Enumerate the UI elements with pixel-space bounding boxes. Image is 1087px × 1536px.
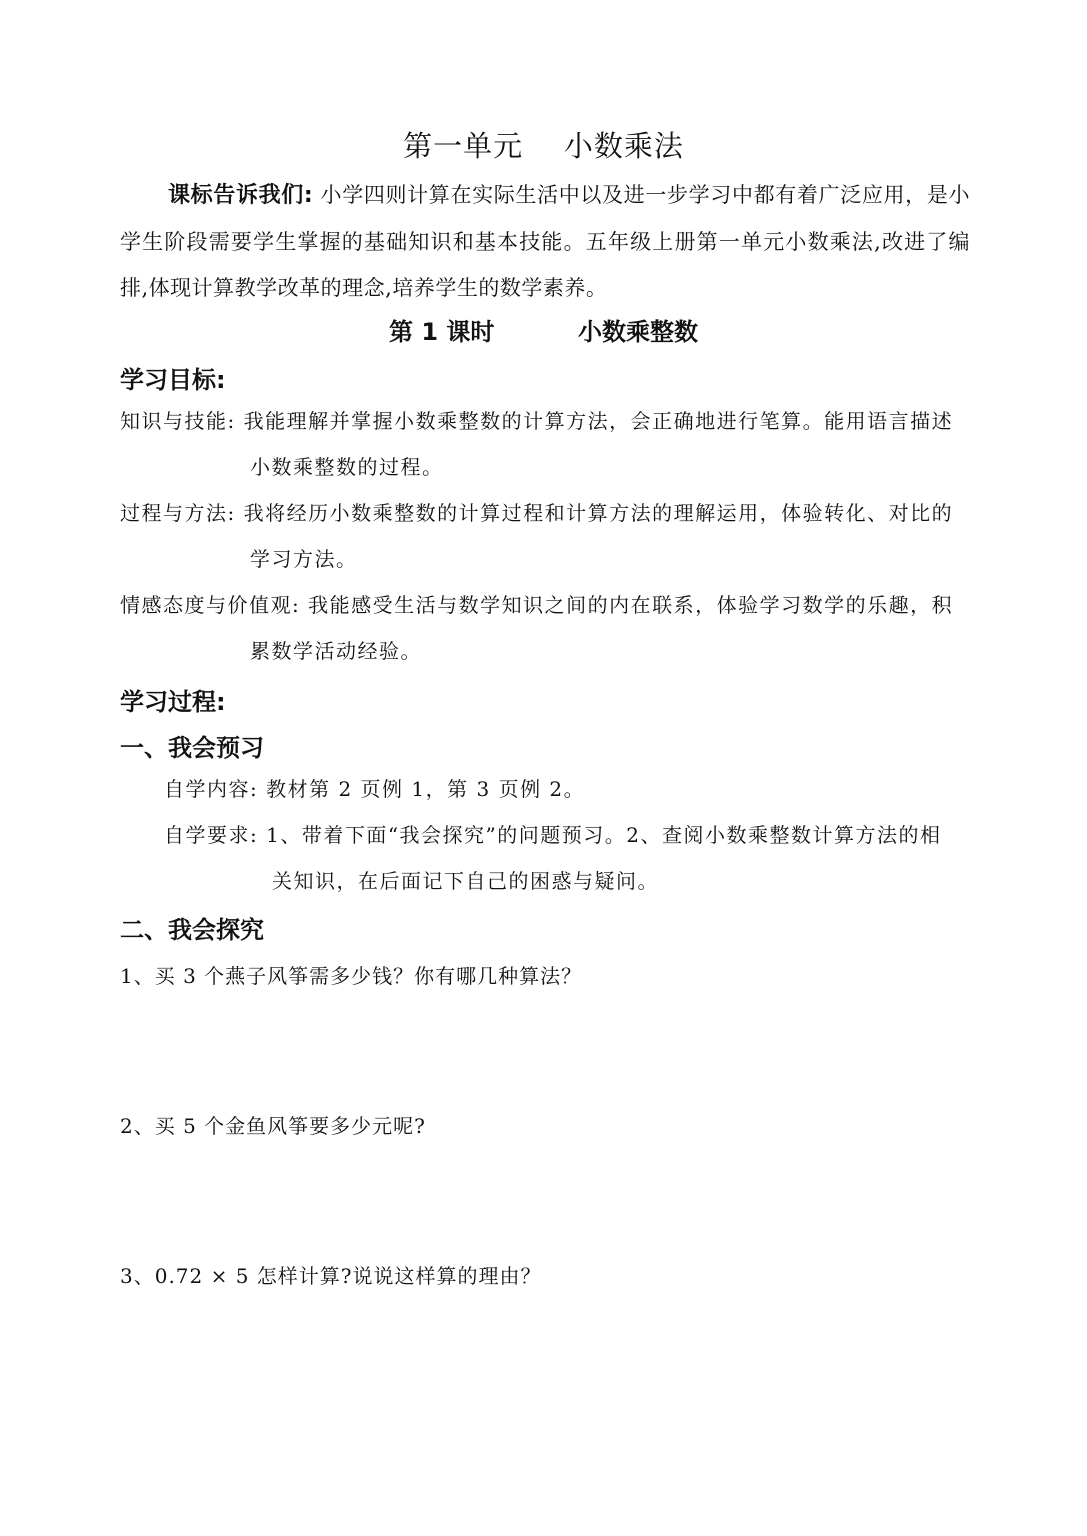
- goal-knowledge-line1: 我能理解并掌握小数乘整数的计算方法，会正确地进行笔算。能用语言描述: [235, 409, 954, 433]
- preview-require-label: 自学要求:: [164, 823, 259, 847]
- goal-emotion-label: 情感态度与价值观:: [120, 593, 301, 617]
- lesson-title: 第 1 课时 小数乘整数: [389, 318, 698, 346]
- question-3: 3、0.72 × 5 怎样计算?说说这样算的理由？: [120, 1264, 542, 1288]
- goal-emotion-line1: 我能感受生活与数学知识之间的内在联系，体验学习数学的乐趣，积: [300, 593, 954, 617]
- unit-title: 第一单元 小数乘法: [403, 129, 684, 163]
- intro-text: 小学四则计算在实际生活中以及进一步学习中都有着广泛应用，是小学生阶段需要学生掌握的基础知识和基本技能。五年级上册第一单元小数乘法,改进了编排,体现计算教学改革的理念,培养学生的数学素养。: [120, 183, 970, 300]
- preview-content-label: 自学内容:: [164, 777, 259, 801]
- question-1: 1、买 3 个燕子风筝需多少钱？你有哪几种算法？: [120, 964, 583, 988]
- goals-heading: 学习目标:: [120, 366, 226, 394]
- goal-process-label: 过程与方法:: [120, 501, 236, 525]
- preview-require-line2: 关知识，在后面记下自己的困惑与疑问。: [272, 869, 659, 893]
- goal-process-line2: 学习方法。: [250, 547, 358, 571]
- preview-heading: 一、我会预习: [120, 734, 264, 762]
- explore-heading: 二、我会探究: [120, 916, 264, 944]
- goal-process-line1: 我将经历小数乘整数的计算过程和计算方法的理解运用，体验转化、对比的: [235, 501, 954, 525]
- preview-requirement: [164, 812, 970, 904]
- goal-process: [120, 490, 970, 582]
- process-heading: 学习过程:: [120, 688, 226, 716]
- goal-emotion-line2: 累数学活动经验。: [250, 639, 422, 663]
- preview-content: [164, 766, 970, 812]
- question-2: 2、买 5 个金鱼风筝要多少元呢?: [120, 1114, 426, 1138]
- goal-knowledge-label: 知识与技能:: [120, 409, 236, 433]
- preview-require-line1: 1、带着下面“我会探究”的问题预习。2、查阅小数乘整数计算方法的相: [258, 823, 942, 847]
- preview-content-text: 教材第 2 页例 1，第 3 页例 2。: [258, 777, 586, 801]
- intro-paragraph: [120, 172, 970, 311]
- goal-emotion: [120, 582, 970, 674]
- goal-knowledge-line2: 小数乘整数的过程。: [250, 455, 444, 479]
- intro-lead: 课标告诉我们:: [168, 183, 314, 208]
- goal-knowledge: [120, 398, 970, 490]
